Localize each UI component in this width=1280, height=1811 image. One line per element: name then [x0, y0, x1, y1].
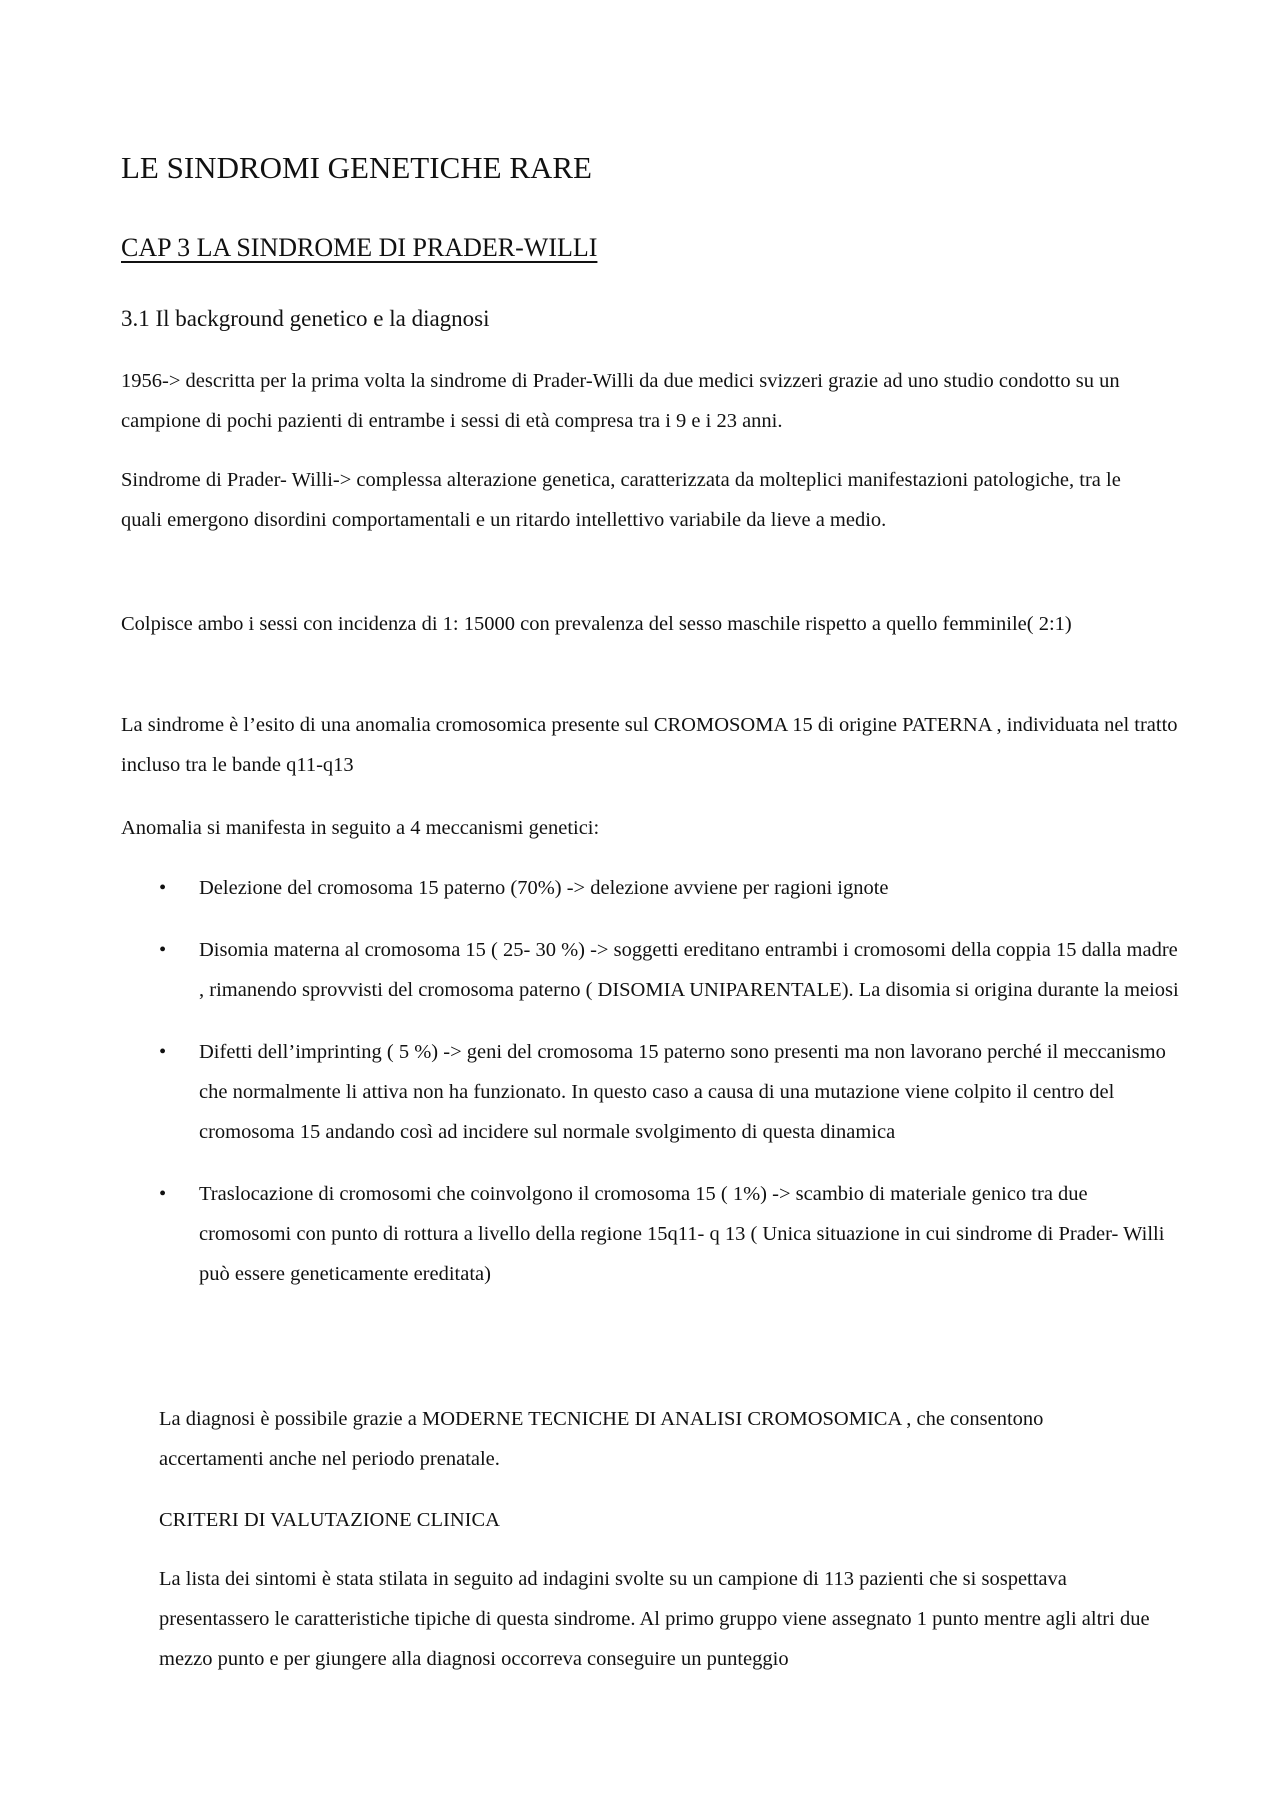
- list-item: [121, 930, 1181, 1010]
- paragraph-diagnosis: La diagnosi è possibile grazie a MODERNE TECNICHE DI ANALISI CROMOSOMICA , che consentono accertamenti anche nel periodo prenatale.: [159, 1408, 1044, 1470]
- list-item: [121, 1174, 1181, 1294]
- paragraph-mechanisms-intro: Anomalia si manifesta in seguito a 4 meccanismi genetici:: [121, 817, 600, 839]
- paragraph-chromosome: La sindrome è l’esito di una anomalia cromosomica presente sul CROMOSOMA 15 di origine PATERNA , individuata nel tratto incluso tra le bande q11-q13: [121, 714, 1178, 776]
- paragraph-incidence: Colpisce ambo i sessi con incidenza di 1: 15000 con prevalenza del sesso maschile rispetto a quello femminile( 2:1): [121, 613, 1072, 635]
- bullet-icon: •: [159, 1041, 167, 1063]
- list-item-text: Traslocazione di cromosomi che coinvolgono il cromosoma 15 ( 1%) -> scambio di materiale genico tra due cromosomi con punto di rottura a livello della regione 15q11- q 13 ( Unica situazione in cui sindrome di Prader- Willi può essere geneticamente ereditata): [199, 1183, 1165, 1285]
- list-item: [121, 1032, 1181, 1152]
- paragraph-history: 1956-> descritta per la prima volta la sindrome di Prader-Willi da due medici svizzeri grazie ad uno studio condotto su un campione di pochi pazienti di entrambe i sessi di età compresa tra i 9 e i 23 anni.: [121, 370, 1120, 432]
- paragraph-criteria: La lista dei sintomi è stata stilata in seguito ad indagini svolte su un campione di 113 pazienti che si sospettava presentassero le caratteristiche tipiche di questa sindrome. Al primo gruppo viene assegnato 1 punto mentre agli altri due mezzo punto e per giungere alla diagnosi occorreva conseguire un punteggio: [159, 1568, 1150, 1670]
- list-item-text: Delezione del cromosoma 15 paterno (70%) -> delezione avviene per ragioni ignote: [199, 877, 889, 899]
- list-item-text: Disomia materna al cromosoma 15 ( 25- 30 %) -> soggetti ereditano entrambi i cromosomi della coppia 15 dalla madre , rimanendo sprovvisti del cromosoma paterno ( DISOMIA UNIPARENTALE). La disomia si origina durante la meiosi: [199, 939, 1179, 1001]
- list-item: [121, 868, 1181, 908]
- criteria-heading: CRITERI DI VALUTAZIONE CLINICA: [159, 1509, 500, 1531]
- mechanisms-list: [121, 868, 1181, 1294]
- bullet-icon: •: [159, 939, 167, 961]
- document-title: LE SINDROMI GENETICHE RARE: [121, 150, 592, 185]
- chapter-heading: CAP 3 LA SINDROME DI PRADER-WILLI: [121, 233, 598, 262]
- section-heading: 3.1 Il background genetico e la diagnosi: [121, 306, 490, 331]
- bullet-icon: •: [159, 1183, 167, 1205]
- paragraph-definition: Sindrome di Prader- Willi-> complessa alterazione genetica, caratterizzata da molteplici manifestazioni patologiche, tra le quali emergono disordini comportamentali e un ritardo intellettivo variabile da lieve a medio.: [121, 469, 1121, 531]
- bullet-icon: •: [159, 877, 167, 899]
- list-item-text: Difetti dell’imprinting ( 5 %) -> geni del cromosoma 15 paterno sono presenti ma non lavorano perché il meccanismo che normalmente li attiva non ha funzionato. In questo caso a causa di una mutazione viene colpito il centro del cromosoma 15 andando così ad incidere sul normale svolgimento di questa dinamica: [199, 1041, 1166, 1143]
